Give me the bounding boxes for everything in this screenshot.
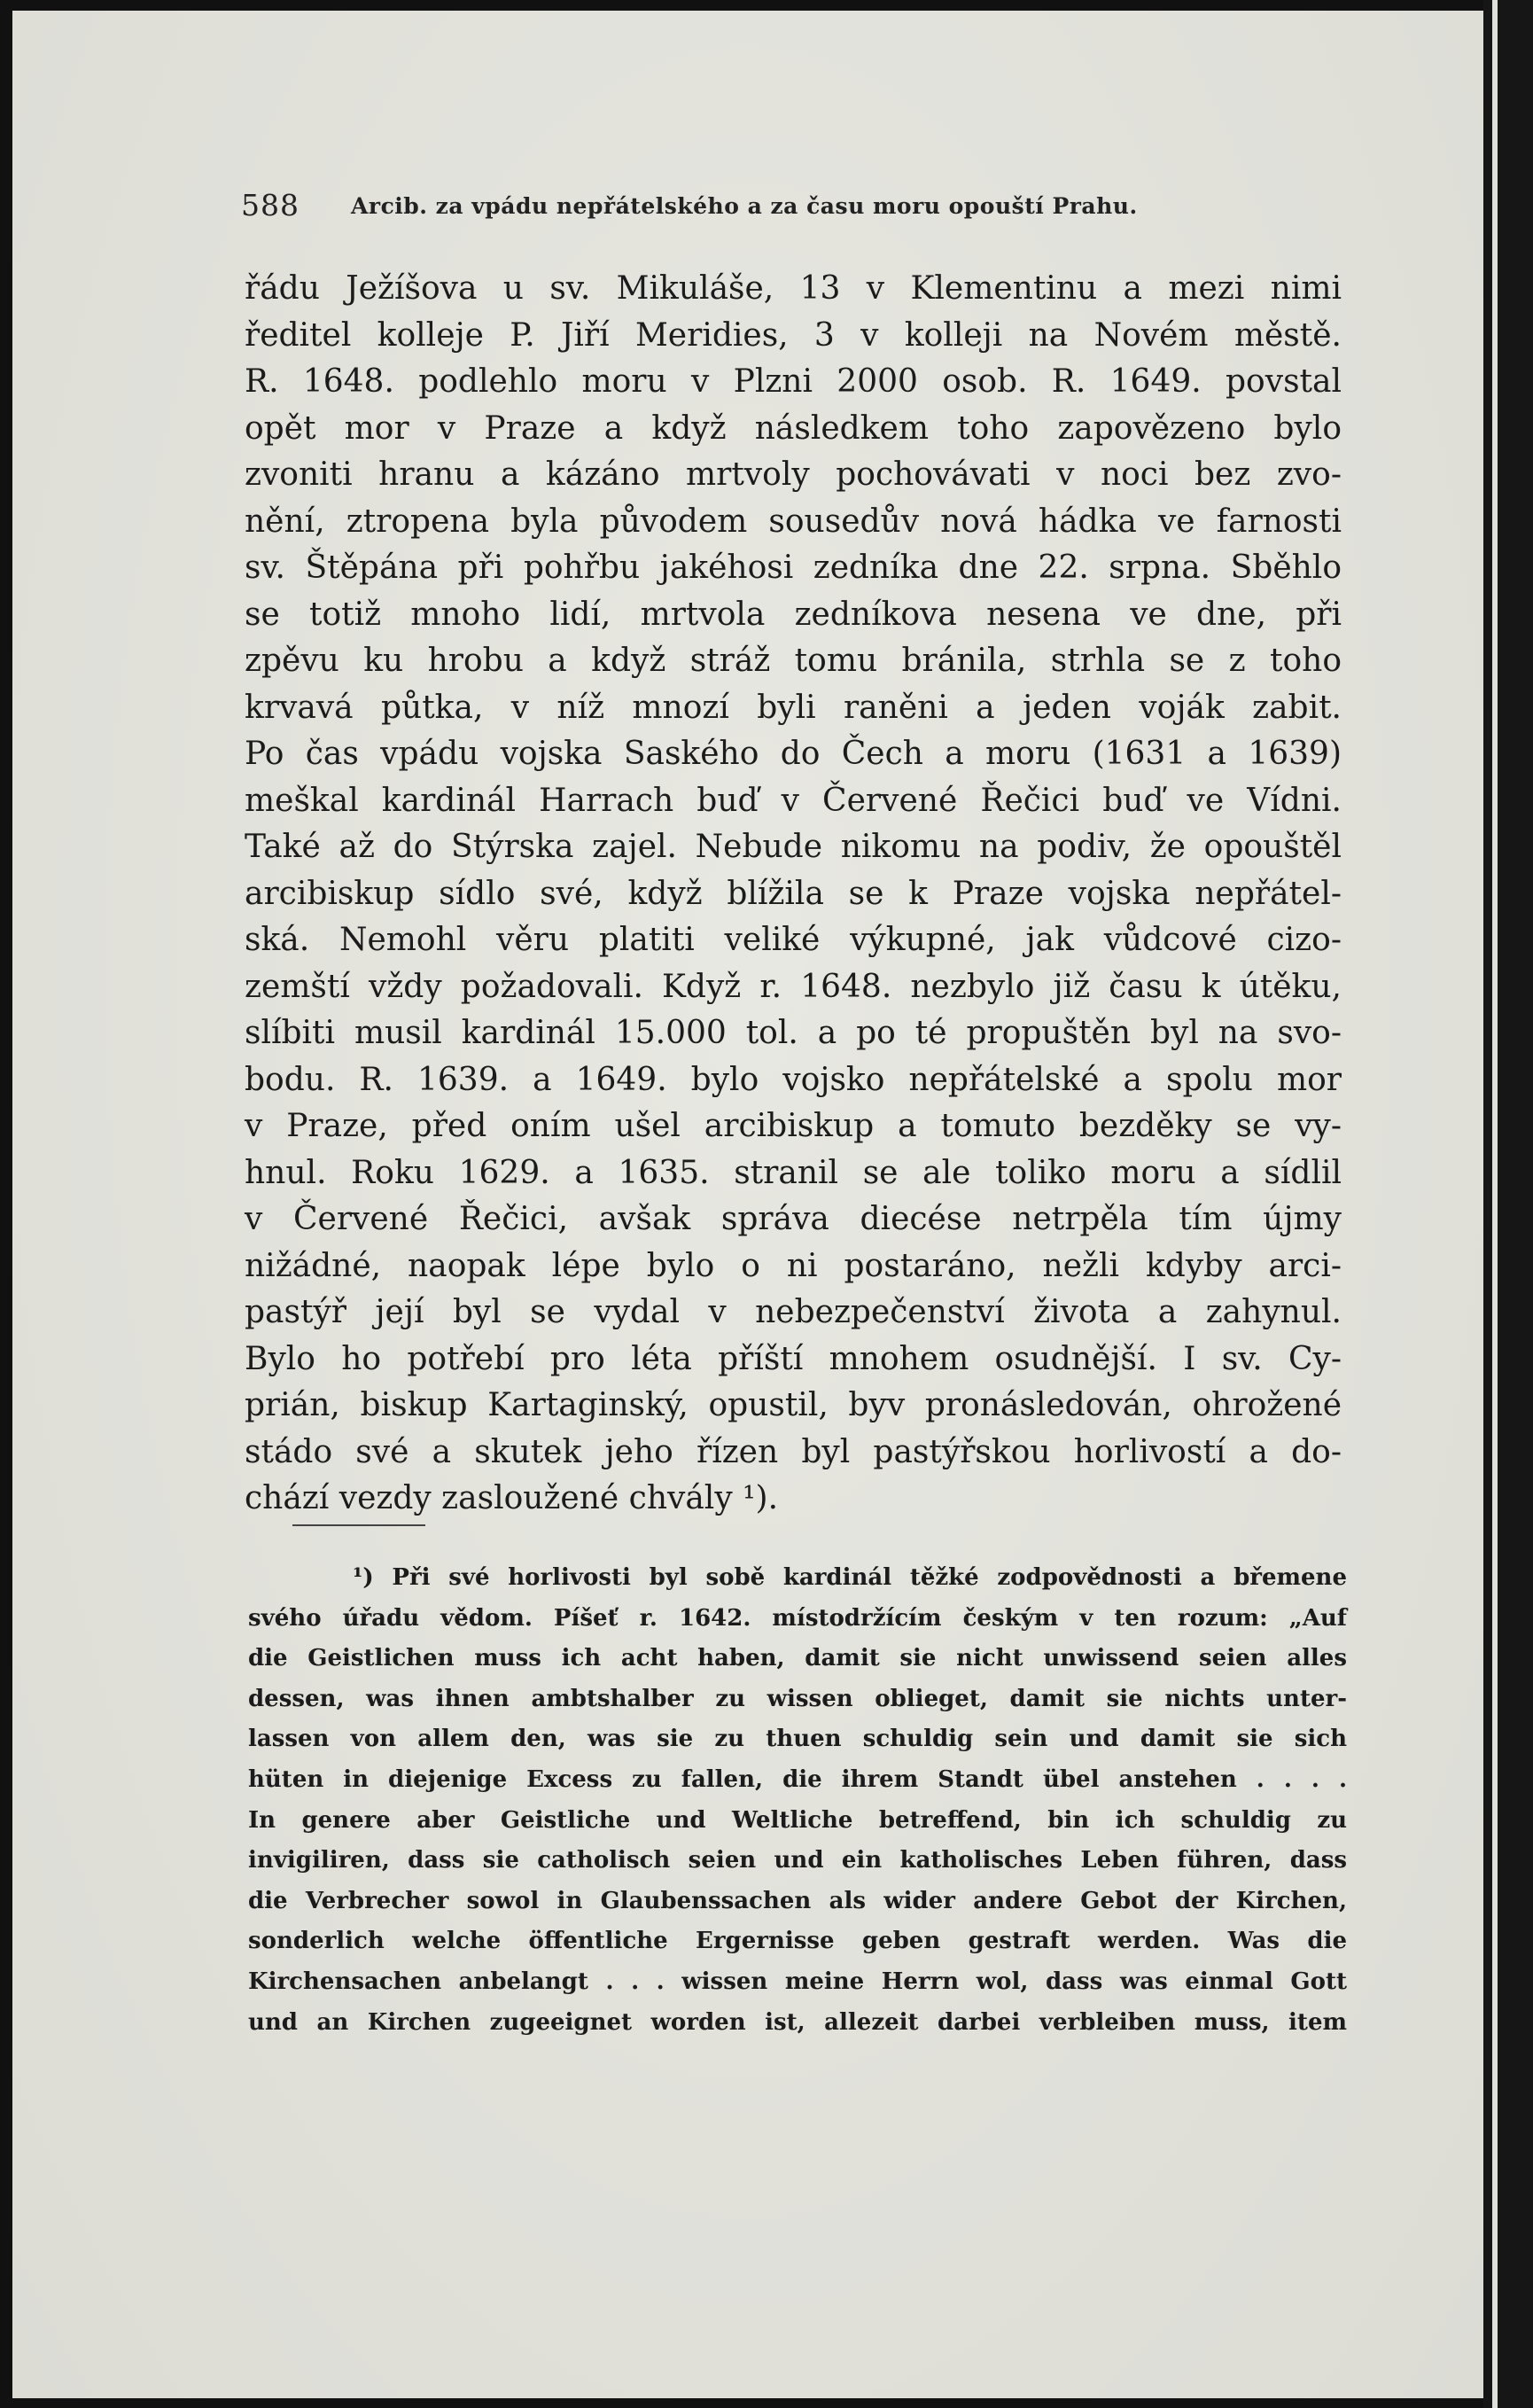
text-line: arcibiskup sídlo své, když blížila se k Praze vojska nepřátel- xyxy=(245,875,1342,912)
footnote-line: sonderlich welche öffentliche Ergernisse geben gestraft werden. Was die xyxy=(248,1928,1347,1955)
page-edge xyxy=(1483,0,1533,2408)
text-line: opět mor v Praze a když následkem toho zapovězeno bylo xyxy=(245,409,1342,447)
text-line: sv. Štěpána při pohřbu jakéhosi zedníka dne 22. srpna. Sběhlo xyxy=(245,549,1342,586)
text-line: se totiž mnoho lidí, mrtvola zedníkova nesena ve dne, při xyxy=(245,596,1342,633)
text-line: R. 1648. podlehlo moru v Plzni 2000 osob. R. 1649. povstal xyxy=(245,363,1342,400)
text-line: chází vezdy zasloužené chvály ¹). xyxy=(245,1480,779,1516)
text-line: ředitel kolleje P. Jiří Meridies, 3 v kolleji na Novém městě. xyxy=(245,316,1342,354)
footnote-separator xyxy=(292,1524,425,1526)
footnote-line: svého úřadu vědom. Píšeť r. 1642. místodržícím českým v ten rozum: „Auf xyxy=(248,1604,1347,1632)
footnote-line: die Verbrecher sowol in Glaubenssachen als wider andere Gebot der Kirchen, xyxy=(248,1887,1347,1914)
text-line: zvoniti hranu a kázáno mrtvoly pochovávati v noci bez zvo- xyxy=(245,456,1342,493)
main-text xyxy=(245,266,1342,1523)
page-header xyxy=(241,188,1349,225)
text-line: ská. Nemohl věru platiti veliké výkupné, jak vůdcové cizo- xyxy=(245,922,1342,958)
footnote-line: dessen, was ihnen ambtshalber zu wissen oblieget, damit sie nichts unter- xyxy=(248,1685,1347,1712)
text-line: meškal kardinál Harrach buď v Červené Řečici buď ve Vídni. xyxy=(245,782,1342,819)
footnote-line: lassen von allem den, was sie zu thuen schuldig sein und damit sie sich xyxy=(248,1726,1347,1753)
text-line: v Praze, před oním ušel arcibiskup a tomuto bezděky se vy- xyxy=(245,1108,1342,1144)
text-line: nižádné, naopak lépe bylo o ni postaráno, nežli kdyby arci- xyxy=(245,1247,1342,1284)
text-line: prián, biskup Kartaginský, opustil, byv pronásledován, ohrožené xyxy=(245,1387,1342,1423)
text-line: krvavá půtka, v níž mnozí byli raněni a jeden voják zabit. xyxy=(245,689,1342,726)
text-line: stádo své a skutek jeho řízen byl pastýřskou horlivostí a do- xyxy=(245,1433,1342,1470)
text-line: zemští vždy požadovali. Když r. 1648. nezbylo již času k útěku, xyxy=(245,968,1342,1005)
text-line: bodu. R. 1639. a 1649. bylo vojsko nepřátelské a spolu mor xyxy=(245,1061,1342,1098)
footnote-line: ¹) Při své horlivosti byl sobě kardinál těžké zodpovědnosti a břemene xyxy=(353,1564,1347,1591)
footnote-line: und an Kirchen zugeeignet worden ist, allezeit darbei verbleiben muss, item xyxy=(248,2008,1347,2036)
page-number: 588 xyxy=(241,188,300,222)
footnote xyxy=(248,1558,1347,2043)
running-title: Arcib. za vpádu nepřátelského a za času moru opouští Prahu. xyxy=(351,193,1138,219)
text-line: zpěvu ku hrobu a když stráž tomu bránila, strhla se z toho xyxy=(245,643,1342,679)
footnote-line: die Geistlichen muss ich acht haben, damit sie nicht unwissend seien alles xyxy=(248,1645,1347,1672)
text-line: slíbiti musil kardinál 15.000 tol. a po té propuštěn byl na svo- xyxy=(245,1015,1342,1051)
text-line: Také až do Stýrska zajel. Nebude nikomu na podiv, že opouštěl xyxy=(245,829,1342,865)
text-line: hnul. Roku 1629. a 1635. stranil se ale toliko moru a sídlil xyxy=(245,1154,1342,1191)
footnote-line: In genere aber Geistliche und Weltliche betreffend, bin ich schuldig zu xyxy=(248,1806,1347,1834)
text-line: Po čas vpádu vojska Saského do Čech a moru (1631 a 1639) xyxy=(245,736,1342,772)
text-line: v Červené Řečici, avšak správa diecése netrpěla tím újmy xyxy=(245,1201,1342,1237)
footnote-line: invigiliren, dass sie catholisch seien und ein katholisches Leben führen, dass xyxy=(248,1847,1347,1874)
text-line: Bylo ho potřebí pro léta příští mnohem osudnější. I sv. Cy- xyxy=(245,1340,1342,1377)
footnote-line: Kirchensachen anbelangt . . . wissen meine Herrn wol, dass was einmal Gott xyxy=(248,1968,1347,1995)
text-line: pastýř její byl se vydal v nebezpečenství života a zahynul. xyxy=(245,1294,1342,1330)
text-line: nění, ztropena byla původem sousedův nová hádka ve farnosti xyxy=(245,503,1342,540)
text-line: řádu Ježíšova u sv. Mikuláše, 13 v Klementinu a mezi nimi xyxy=(245,270,1342,307)
footnote-line: hüten in diejenige Excess zu fallen, die ihrem Standt übel anstehen . . . . xyxy=(248,1765,1347,1793)
